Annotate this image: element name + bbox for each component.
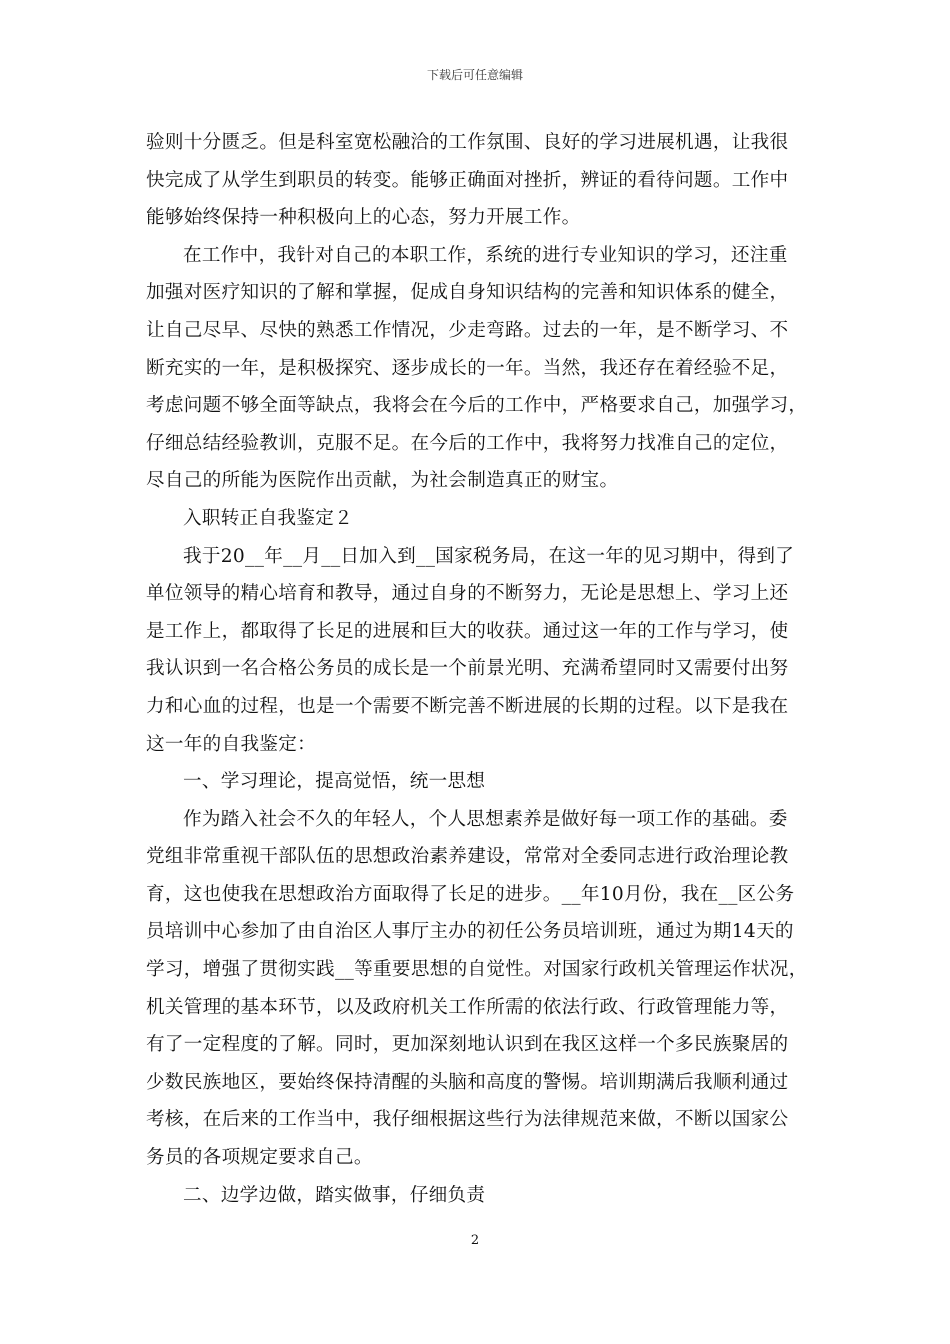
text-line: 力和心血的过程，也是一个需要不断完善不断进展的长期的过程。以下是我在 xyxy=(146,695,789,717)
text-line: 考虑问题不够全面等缺点，我将会在今后的工作中，严格要求自己，加强学习， xyxy=(146,395,808,417)
text-line: 断充实的一年，是积极探究、逐步成长的一年。当然，我还存在着经验不足， xyxy=(146,357,789,379)
text-line: 员培训中心参加了由自治区人事厅主办的初任公务员培训班，通过为期14天的 xyxy=(146,921,794,943)
text-line: 快完成了从学生到职员的转变。能够正确面对挫折，辨证的看待问题。工作中 xyxy=(146,169,789,191)
text-line: 是工作上，都取得了长足的进展和巨大的收获。通过这一年的工作与学习，使 xyxy=(146,620,789,642)
text-line: 在工作中，我针对自己的本职工作，系统的进行专业知识的学习，还注重 xyxy=(183,244,788,266)
text-line: 加强对医疗知识的了解和掌握，促成自身知识结构的完善和知识体系的健全， xyxy=(146,282,789,304)
text-line: 单位领导的精心培育和教导，通过自身的不断努力，无论是思想上、学习上还 xyxy=(146,583,789,605)
text-line: 仔细总结经验教训，克服不足。在今后的工作中，我将努力找准自己的定位， xyxy=(146,432,789,454)
document-body xyxy=(146,124,822,1214)
text-line: 我认识到一名合格公务员的成长是一个前景光明、充满希望同时又需要付出努 xyxy=(146,658,789,680)
text-line: 考核，在后来的工作当中，我仔细根据这些行为法律规范来做，不断以国家公 xyxy=(146,1109,789,1131)
text-line: 务员的各项规定要求自己。 xyxy=(146,1147,373,1169)
text-line: 机关管理的基本环节，以及政府机关工作所需的依法行政、行政管理能力等， xyxy=(146,996,789,1018)
section-heading: 入职转正自我鉴定２ xyxy=(183,507,354,529)
text-line: 少数民族地区，要始终保持清醒的头脑和高度的警惕。培训期满后我顺利通过 xyxy=(146,1071,789,1093)
text-line: 有了一定程度的了解。同时，更加深刻地认识到在我区这样一个多民族聚居的 xyxy=(146,1034,789,1056)
text-line: 让自己尽早、尽快的熟悉工作情况，少走弯路。过去的一年，是不断学习、不 xyxy=(146,319,789,341)
text-line: 验则十分匮乏。但是科室宽松融洽的工作氛围、良好的学习进展机遇，让我很 xyxy=(146,132,789,153)
text-line: 育，这也使我在思想政治方面取得了长足的进步。__年10月份，我在__区公务 xyxy=(146,883,795,905)
text-line: 这一年的自我鉴定： xyxy=(146,733,317,755)
page-number: 2 xyxy=(470,1233,480,1248)
text-line: 尽自己的所能为医院作出贡献，为社会制造真正的财宝。 xyxy=(146,470,619,492)
page-header: 下载后可任意编辑 xyxy=(426,68,523,82)
section-heading: 二、边学边做，踏实做事，仔细负责 xyxy=(183,1184,486,1206)
text-line: 作为踏入社会不久的年轻人，个人思想素养是做好每一项工作的基础。委 xyxy=(183,808,788,830)
section-heading: 一、学习理论，提高觉悟，统一思想 xyxy=(183,771,486,793)
text-line: 我于20__年__月__日加入到__国家税务局，在这一年的见习期中，得到了 xyxy=(183,545,795,567)
text-line: 学习，增强了贯彻实践__等重要思想的自觉性。对国家行政机关管理运作状况， xyxy=(146,959,808,981)
text-line: 党组非常重视干部队伍的思想政治素养建设，常常对全委同志进行政治理论教 xyxy=(146,846,789,868)
text-line: 能够始终保持一种积极向上的心态，努力开展工作。 xyxy=(146,207,581,229)
